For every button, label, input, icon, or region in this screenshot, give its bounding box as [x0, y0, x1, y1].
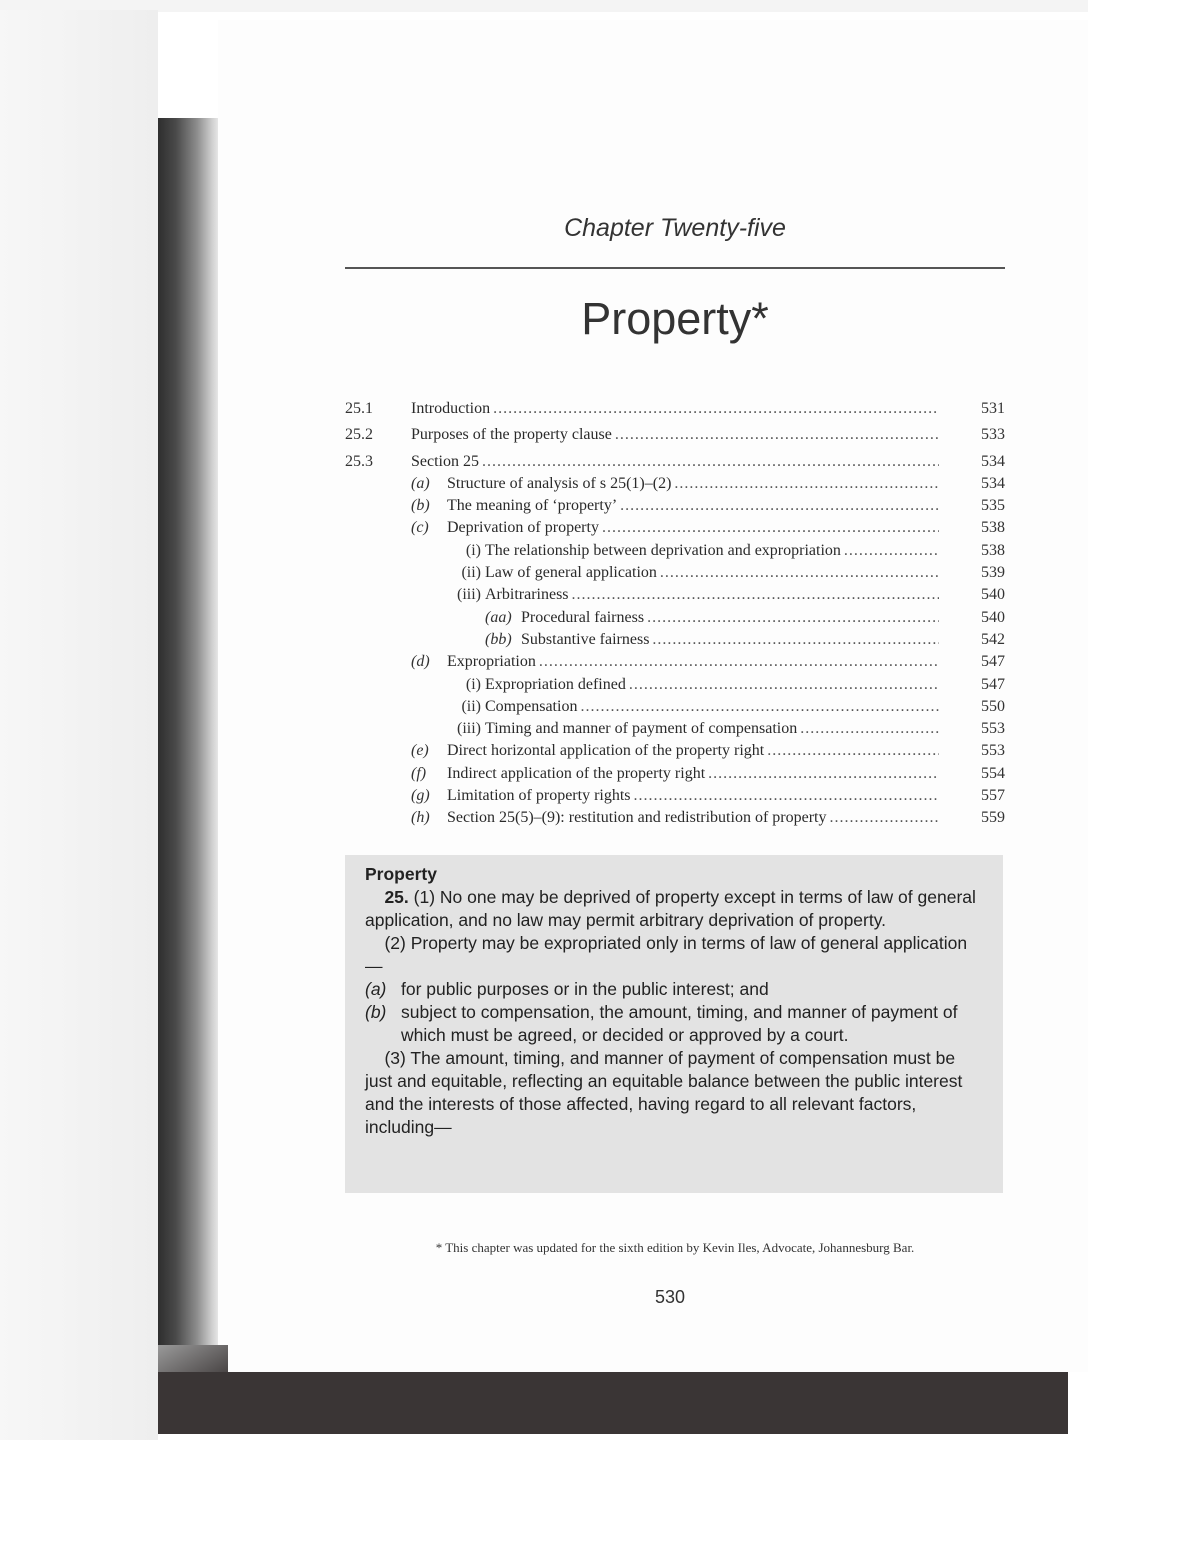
- toc-entry-title: [447, 740, 939, 762]
- toc-page-number: 547: [981, 653, 1005, 671]
- toc-entry[interactable]: [345, 540, 1005, 562]
- toc-marker: (bb): [485, 630, 512, 648]
- toc-label: The meaning of ‘property’: [447, 497, 618, 515]
- toc-entry[interactable]: [345, 517, 1005, 539]
- section-number: 25.: [384, 887, 409, 907]
- toc-entry-title: [447, 807, 939, 829]
- toc-entry-title: [447, 473, 939, 495]
- toc-page-number: 559: [981, 809, 1005, 827]
- toc-page-number: 554: [981, 764, 1005, 782]
- toc-leader-dots: [660, 562, 939, 584]
- toc-marker: (f): [411, 764, 427, 782]
- page-title: Property*: [581, 293, 769, 344]
- toc-marker: (e): [411, 742, 429, 760]
- toc-page-number: 533: [981, 426, 1005, 444]
- toc-entry[interactable]: [345, 424, 1005, 446]
- chapter-label: Chapter Twenty-five: [564, 214, 786, 242]
- toc-leader-dots: [580, 696, 939, 718]
- toc-page-number: 550: [981, 697, 1005, 715]
- toc-label: Introduction: [411, 400, 491, 417]
- toc-entry[interactable]: [345, 763, 1005, 785]
- toc-label: Compensation: [485, 697, 578, 715]
- toc-leader-dots: [708, 763, 939, 785]
- toc-leader-dots: [629, 674, 939, 696]
- toc-entry-title: [447, 651, 939, 673]
- toc-page-number: 553: [981, 742, 1005, 760]
- toc-page-number: 557: [981, 787, 1005, 805]
- toc-label: Section 25(5)–(9): restitution and redistribution of property: [447, 809, 827, 827]
- toc-leader-dots: [482, 451, 939, 473]
- toc-entry-title: [485, 696, 939, 718]
- toc-entry-title: [485, 540, 939, 562]
- toc-section-number: 25.3: [345, 452, 373, 470]
- scan-top-edge: [0, 0, 1200, 12]
- toc-leader-dots: [652, 629, 939, 651]
- item-marker: (a): [365, 979, 387, 999]
- toc-label: The relationship between deprivation and expropriation: [485, 541, 841, 559]
- footnote: * This chapter was updated for the sixth edition by Kevin Iles, Advocate, Johannesburg Bar.: [435, 1240, 915, 1255]
- subsection-1-text: (1) No one may be deprived of property except in terms of law of general application, and no law may permit arbitrary deprivation of property.: [365, 887, 976, 930]
- heading-rule: [345, 267, 1005, 269]
- toc-page-number: 535: [981, 497, 1005, 515]
- toc-page-number: 542: [981, 630, 1005, 648]
- toc-label: Structure of analysis of s 25(1)–(2): [447, 474, 672, 492]
- quote-subsection-3: (3) The amount, timing, and manner of payment of compensation must be just and equitable, reflecting an equitable balance between the public interest and the interests of those affected, having regard to all relevant factors, including—: [365, 1048, 963, 1137]
- toc-leader-dots: [634, 785, 939, 807]
- toc-entry[interactable]: [345, 718, 1005, 740]
- toc-leader-dots: [674, 473, 939, 495]
- toc-leader-dots: [493, 398, 939, 420]
- toc-entry[interactable]: [345, 607, 1005, 629]
- toc-leader-dots: [602, 517, 939, 539]
- toc-entry-title: [411, 424, 939, 446]
- item-marker: (b): [365, 1002, 387, 1022]
- toc-label: Law of general application: [485, 564, 657, 582]
- toc-entry-title: [485, 562, 939, 584]
- toc-page-number: 539: [981, 564, 1005, 582]
- toc-marker: (ii): [461, 564, 481, 582]
- toc-entry-title: [521, 607, 939, 629]
- toc-label: Deprivation of property: [447, 519, 599, 537]
- toc-entry-title: [447, 785, 939, 807]
- toc-leader-dots: [647, 607, 939, 629]
- toc-entry-title: [411, 451, 939, 473]
- toc-leader-dots: [829, 807, 939, 829]
- table-of-contents: [345, 398, 1005, 830]
- toc-marker: (ii): [461, 697, 481, 715]
- toc-label: Substantive fairness: [521, 630, 650, 648]
- toc-entry[interactable]: [345, 451, 1005, 473]
- quote-subsection-2: (2) Property may be expropriated only in terms of law of general application—: [365, 933, 968, 976]
- bottom-edge-shadow: [158, 1372, 1068, 1434]
- toc-entry[interactable]: [345, 651, 1005, 673]
- toc-label: Timing and manner of payment of compensation: [485, 720, 798, 738]
- toc-label: Expropriation: [447, 653, 536, 671]
- toc-page-number: 534: [981, 474, 1005, 492]
- toc-page-number: 540: [981, 608, 1005, 626]
- toc-page-number: 534: [981, 452, 1005, 470]
- toc-entry[interactable]: [345, 785, 1005, 807]
- toc-page-number: 538: [981, 541, 1005, 559]
- toc-entry[interactable]: [345, 562, 1005, 584]
- toc-page-number: 540: [981, 586, 1005, 604]
- toc-marker: (i): [465, 675, 481, 693]
- toc-page-number: 531: [981, 400, 1005, 417]
- toc-entry-title: [485, 718, 939, 740]
- toc-entry[interactable]: [345, 629, 1005, 651]
- toc-leader-dots: [572, 584, 939, 606]
- scan-right-margin: [1088, 0, 1200, 1553]
- quote-subsection-1: [365, 886, 983, 932]
- item-text: for public purposes or in the public interest; and: [401, 979, 769, 999]
- toc-entry[interactable]: [345, 473, 1005, 495]
- toc-page-number: 538: [981, 519, 1005, 537]
- toc-entry[interactable]: [345, 398, 1005, 420]
- toc-label: Section 25: [411, 452, 479, 470]
- toc-entry[interactable]: [345, 807, 1005, 829]
- constitution-quote-box: [345, 855, 1003, 1193]
- toc-label: Expropriation defined: [485, 675, 626, 693]
- toc-label: Purposes of the property clause: [411, 426, 612, 444]
- toc-leader-dots: [800, 718, 939, 740]
- toc-marker: (g): [411, 787, 430, 805]
- toc-leader-dots: [539, 651, 939, 673]
- toc-leader-dots: [767, 740, 939, 762]
- toc-marker: (iii): [457, 586, 481, 604]
- toc-section-number: 25.1: [345, 400, 373, 417]
- toc-marker: (c): [411, 519, 429, 537]
- item-text: subject to compensation, the amount, timing, and manner of payment of which must be agreed, or decided or approved by a court.: [401, 1002, 958, 1045]
- toc-entry-title: [485, 584, 939, 606]
- toc-label: Indirect application of the property right: [447, 764, 706, 782]
- toc-marker: (h): [411, 809, 430, 827]
- toc-entry-title: [447, 517, 939, 539]
- toc-marker: (d): [411, 653, 430, 671]
- toc-marker: (aa): [485, 608, 512, 626]
- toc-entry-title: [447, 763, 939, 785]
- toc-leader-dots: [844, 540, 939, 562]
- toc-entry[interactable]: [345, 584, 1005, 606]
- toc-label: Direct horizontal application of the property right: [447, 742, 765, 760]
- toc-entry[interactable]: [345, 740, 1005, 762]
- page-number: 530: [654, 1287, 686, 1307]
- toc-entry-title: [411, 398, 939, 420]
- toc-marker: (iii): [457, 720, 481, 738]
- toc-page-number: 553: [981, 720, 1005, 738]
- quote-item-b: [365, 1001, 983, 1047]
- toc-section-number: 25.2: [345, 426, 373, 444]
- toc-page-number: 547: [981, 675, 1005, 693]
- quote-item-a: [365, 978, 983, 1001]
- toc-label: Arbitrariness: [485, 586, 569, 604]
- toc-label: Limitation of property rights: [447, 787, 631, 805]
- book-spine-shadow: [158, 118, 218, 1434]
- toc-marker: (i): [465, 541, 481, 559]
- scan-background: [0, 10, 158, 1440]
- toc-entry-title: [447, 495, 939, 517]
- toc-leader-dots: [620, 495, 939, 517]
- toc-label: Procedural fairness: [521, 608, 645, 626]
- toc-entry[interactable]: [345, 495, 1005, 517]
- toc-marker: (b): [411, 497, 430, 515]
- toc-entry[interactable]: [345, 696, 1005, 718]
- toc-entry-title: [521, 629, 939, 651]
- toc-entry-title: [485, 674, 939, 696]
- toc-leader-dots: [615, 424, 939, 446]
- quote-heading: Property: [365, 864, 437, 884]
- toc-entry[interactable]: [345, 674, 1005, 696]
- toc-marker: (a): [411, 474, 430, 492]
